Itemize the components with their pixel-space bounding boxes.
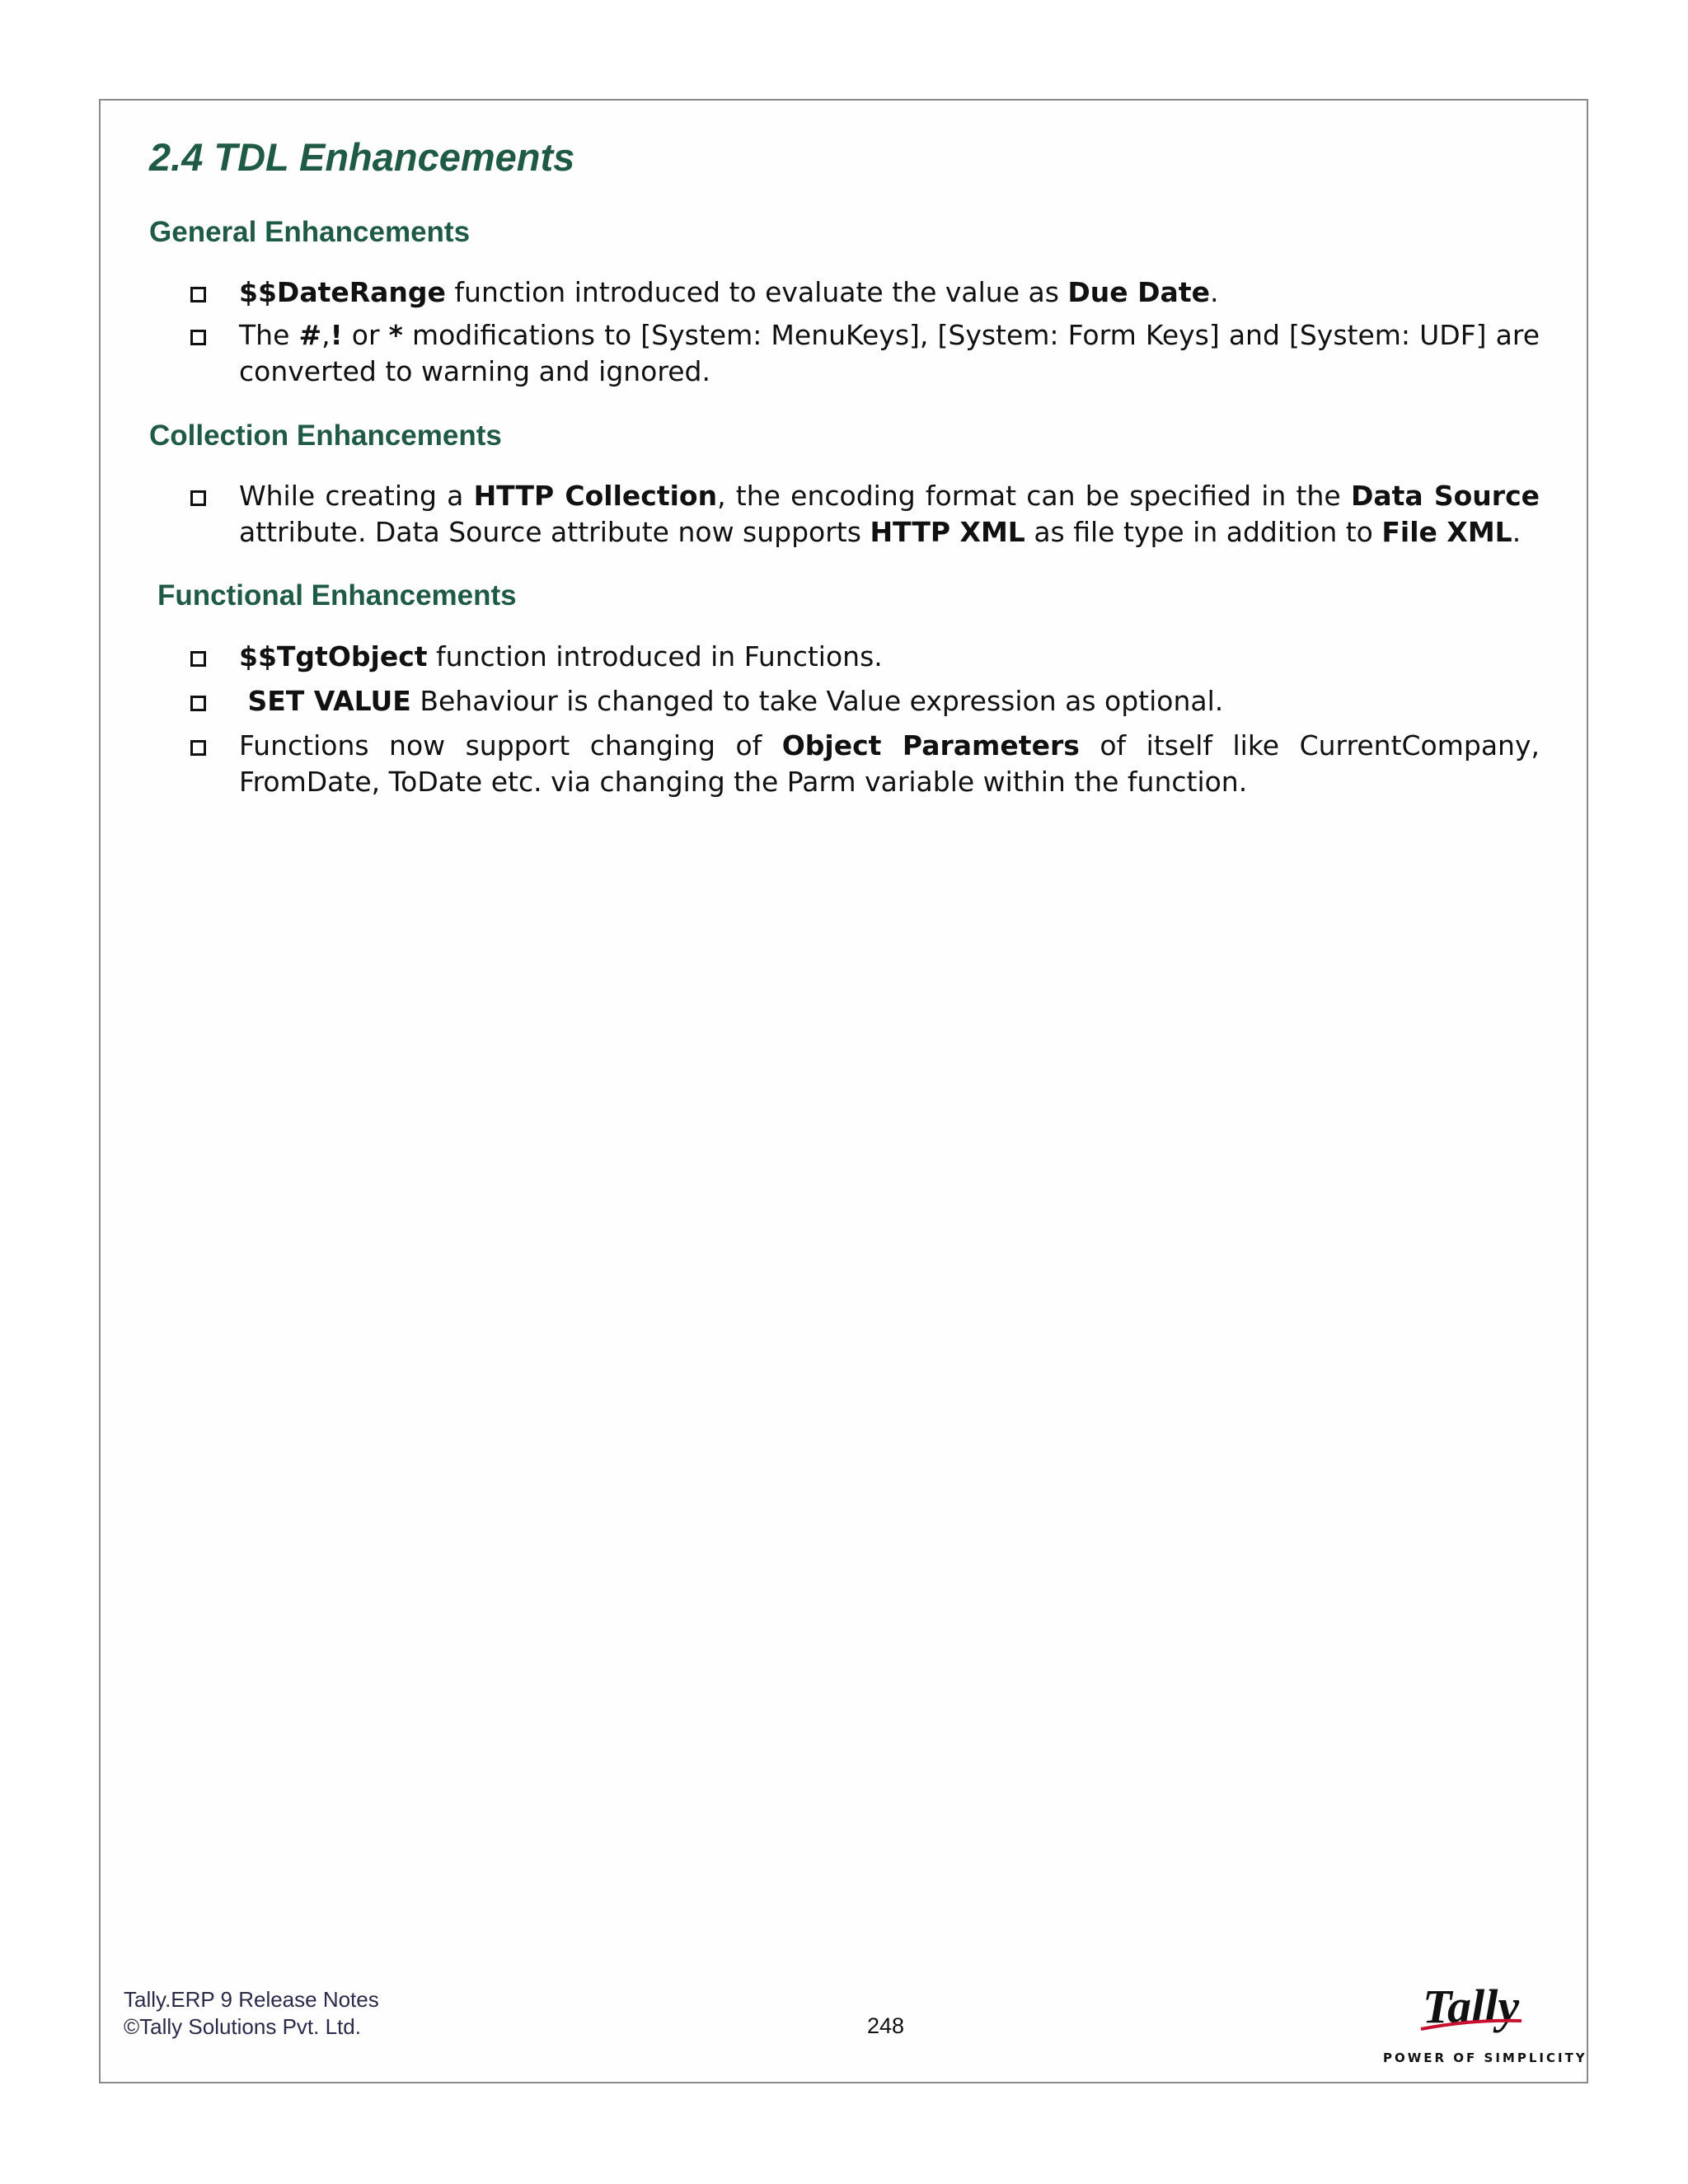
bullet-object-parameters: Functions now support changing of Object Parameters of itself like CurrentCompany, FromDate, ToDate etc. via changing the Parm variable within the function. bbox=[239, 728, 1540, 800]
tally-logo-wordmark: Tally bbox=[1423, 1980, 1520, 2033]
square-bullet-icon bbox=[190, 696, 206, 711]
functional-enhancements-heading: Functional Enhancements bbox=[157, 579, 517, 612]
general-enhancements-heading: General Enhancements bbox=[149, 216, 471, 248]
tally-logo bbox=[1381, 1980, 1587, 2070]
footer-doc-title: Tally.ERP 9 Release Notes bbox=[124, 1987, 379, 2012]
page-number: 248 bbox=[867, 2013, 905, 2038]
collection-enhancements-heading: Collection Enhancements bbox=[149, 419, 502, 452]
square-bullet-icon bbox=[190, 330, 206, 345]
page-frame bbox=[99, 99, 1588, 2083]
bullet-tgtobject: $$TgtObject function introduced in Functions. bbox=[239, 639, 1540, 675]
tally-logo-tagline: POWER OF SIMPLICITY bbox=[1383, 2050, 1587, 2065]
bullet-daterange: $$DateRange function introduced to evaluate the value as Due Date. bbox=[239, 274, 1540, 311]
square-bullet-icon bbox=[190, 651, 206, 667]
footer-copyright: ©Tally Solutions Pvt. Ltd. bbox=[124, 2014, 361, 2039]
square-bullet-icon bbox=[190, 740, 206, 756]
bullet-http-collection: While creating a HTTP Collection, the encoding format can be specified in the Data Source attribute. Data Source attribute now supports HTTP XML as file type in addition to File XML. bbox=[239, 478, 1540, 551]
bullet-modifications: The #,! or * modifications to [System: MenuKeys], [System: Form Keys] and [System: UDF] are converted to warning and ignored. bbox=[239, 317, 1540, 390]
square-bullet-icon bbox=[190, 490, 206, 506]
bullet-set-value: SET VALUE Behaviour is changed to take Value expression as optional. bbox=[239, 683, 1540, 719]
square-bullet-icon bbox=[190, 287, 206, 302]
section-title: 2.4 TDL Enhancements bbox=[149, 135, 575, 179]
